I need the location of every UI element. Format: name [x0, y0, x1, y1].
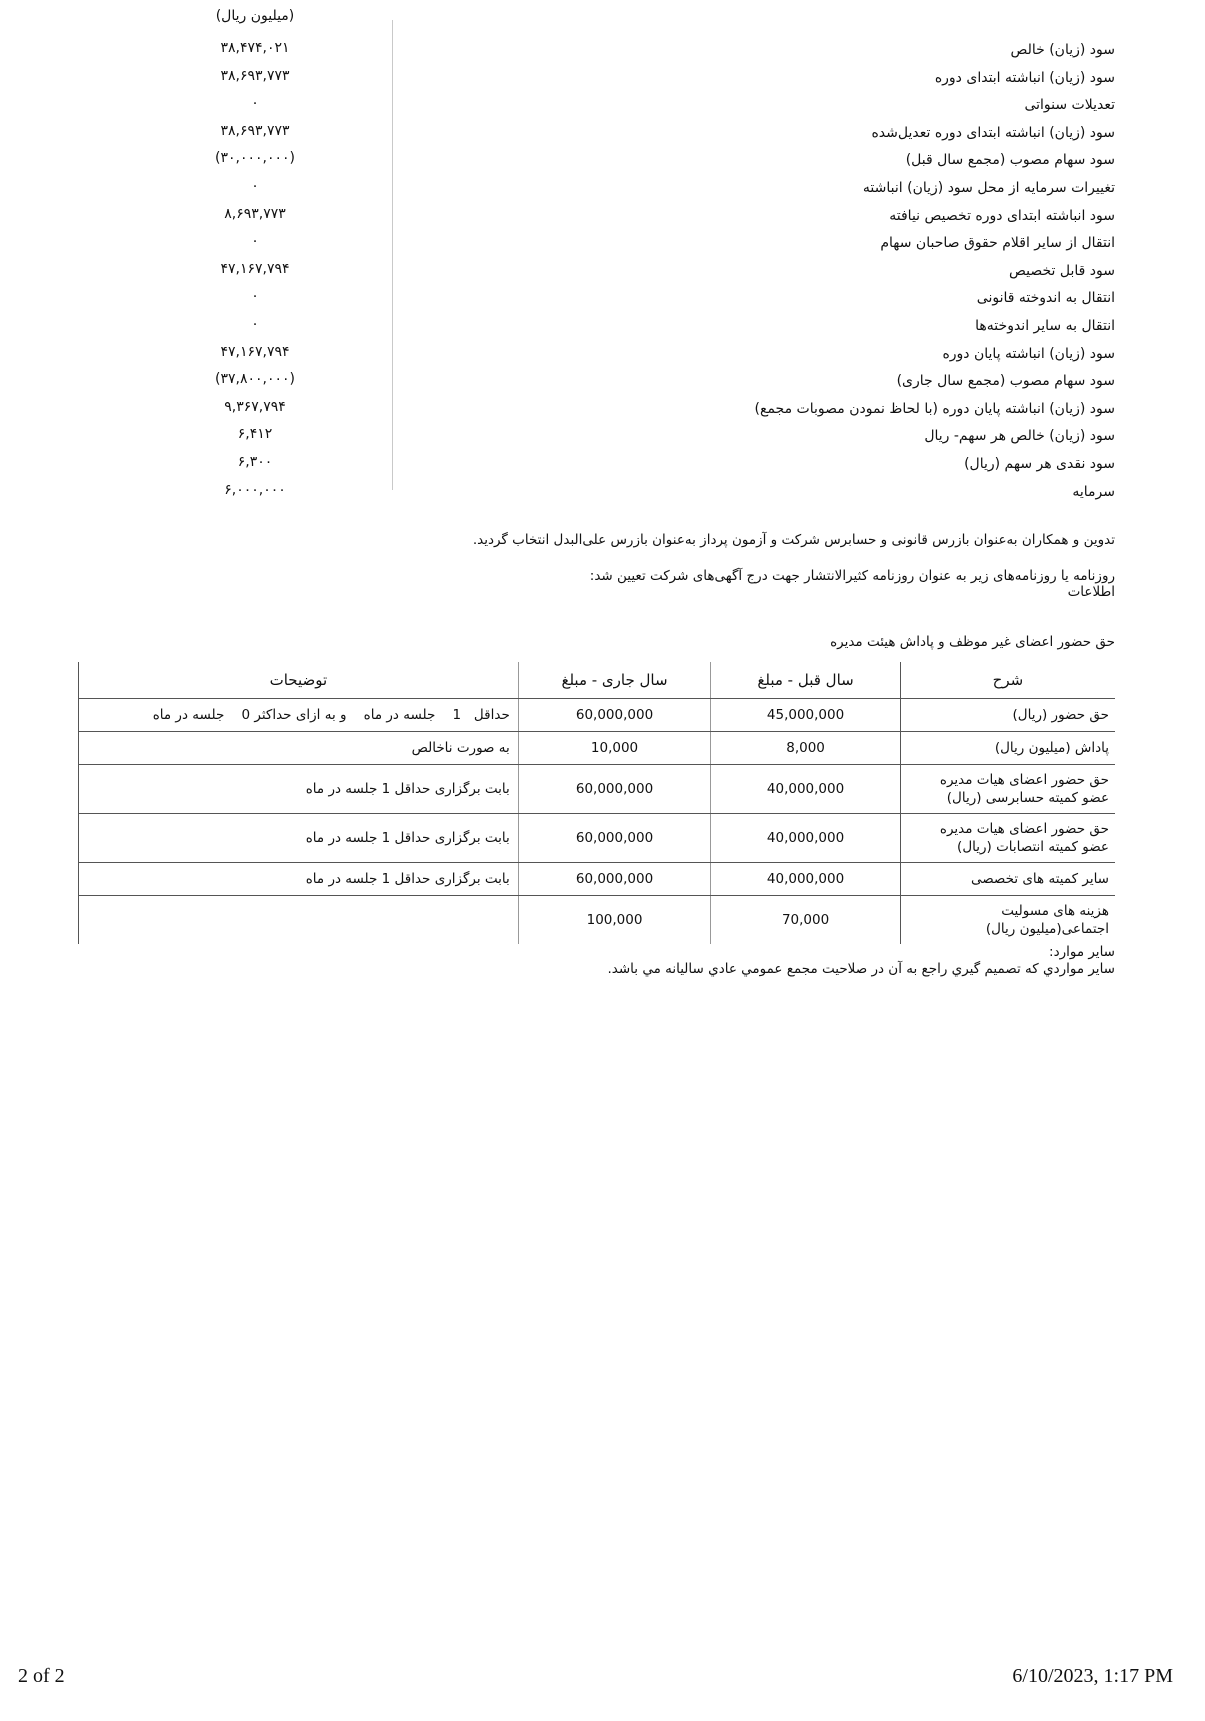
- financial-row-value: ۶,۴۱۲: [237, 426, 273, 443]
- row-curr: 10,000: [518, 732, 710, 765]
- newspaper-paragraph: روزنامه یا روزنامه‌های زیر به عنوان روزنامه کثیرالانتشار جهت درج آگهی‌های شرکت تعیین شد:: [589, 568, 1115, 584]
- financial-row-label: سود (زیان) انباشته پایان دوره: [942, 345, 1115, 362]
- financial-row-label: سود (زیان) انباشته پایان دوره (با لحاظ نمودن مصوبات مجمع): [754, 400, 1115, 417]
- financial-row-label: سرمایه: [1072, 483, 1115, 500]
- row-prev: 8,000: [711, 732, 901, 765]
- row-curr: 60,000,000: [518, 699, 710, 732]
- row-notes: به صورت ناخالص: [79, 732, 519, 765]
- financial-row-label: انتقال از سایر اقلام حقوق صاحبان سهام: [880, 235, 1115, 252]
- row-prev: 45,000,000: [711, 699, 901, 732]
- financial-row-label: انتقال به سایر اندوخته‌ها: [975, 318, 1115, 334]
- financial-row-value: ۴۷,۱۶۷,۷۹۴: [220, 260, 290, 277]
- header-desc: شرح: [900, 662, 1115, 699]
- financial-row-value: ۴۷,۱۶۷,۷۹۴: [220, 343, 290, 360]
- fees-table-header: [79, 662, 1116, 699]
- table-row: [79, 896, 1116, 945]
- financial-row-label: انتقال به اندوخته قانونی: [976, 290, 1115, 307]
- financial-row: [0, 204, 1115, 230]
- financial-row-label: سود (زیان) انباشته ابتدای دوره: [934, 69, 1115, 86]
- financial-row: [0, 93, 1115, 119]
- financial-row-label: سود قابل تخصیص: [1008, 262, 1115, 279]
- row-curr: 100,000: [518, 896, 710, 945]
- financial-row: [0, 259, 1115, 285]
- row-desc: پاداش (میلیون ریال): [900, 732, 1115, 765]
- row-desc: حق حضور اعضای هیات مدیره عضو کمیته انتصابات (ریال): [900, 814, 1115, 863]
- financial-row: [0, 452, 1115, 478]
- financial-row-label: سود (زیان) خالص هر سهم- ریال: [924, 428, 1115, 445]
- financial-row-value: (۳۰,۰۰۰,۰۰۰): [215, 150, 295, 167]
- row-curr: 60,000,000: [518, 765, 710, 814]
- financial-row: [0, 176, 1115, 202]
- financial-row: [0, 480, 1115, 506]
- financial-row-value: ۳۸,۶۹۳,۷۷۳: [220, 122, 290, 139]
- other-items-text: ساير مواردي که تصميم گيري راجع به آن در صلاحيت مجمع عمومي عادي ساليانه مي باشد.: [607, 961, 1115, 977]
- print-datetime: 6/10/2023, 1:17 PM: [1012, 1665, 1173, 1687]
- table-row: [79, 699, 1116, 732]
- row-prev: 40,000,000: [711, 765, 901, 814]
- financial-row-value: ۰: [251, 178, 259, 194]
- header-prev: سال قبل - مبلغ: [711, 662, 901, 699]
- row-desc: سایر کمیته های تخصصی: [900, 863, 1115, 896]
- financial-row: [0, 121, 1115, 147]
- financial-row: [0, 424, 1115, 450]
- financial-row-label: سود انباشته ابتدای دوره تخصیص نیافته: [889, 207, 1115, 224]
- financial-row: [0, 286, 1115, 312]
- newspaper-name: اطلاعات: [1067, 584, 1115, 600]
- fees-table: [78, 662, 1115, 944]
- row-desc: حق حضور اعضای هیات مدیره عضو کمیته حسابرسی (ریال): [900, 765, 1115, 814]
- financial-row-value: ۰: [251, 316, 259, 332]
- header-notes: توضیحات: [79, 662, 519, 699]
- financial-row-label: سود (زیان) انباشته ابتدای دوره تعدیل‌شده: [871, 124, 1115, 141]
- financial-row-value: ۰: [251, 288, 259, 305]
- financial-row-label: سود سهام مصوب (مجمع سال جاری): [896, 373, 1115, 390]
- financial-row-label: سود (زیان) خالص: [1010, 42, 1115, 58]
- auditor-paragraph: تدوین و همکاران به‌عنوان بازرس قانونی و حسابرس شرکت و آزمون پرداز به‌عنوان بازرس علی‌البدل انتخاب گردید.: [472, 532, 1115, 548]
- financial-row: [0, 369, 1115, 395]
- other-items-heading: سایر موارد:: [1049, 944, 1115, 960]
- financial-row-label: سود نقدی هر سهم (ریال): [964, 456, 1115, 472]
- row-notes: بابت برگزاری حداقل 1 جلسه در ماه: [79, 814, 519, 863]
- row-prev: 40,000,000: [711, 814, 901, 863]
- row-curr: 60,000,000: [518, 863, 710, 896]
- row-notes: [79, 896, 519, 945]
- row-notes: بابت برگزاری حداقل 1 جلسه در ماه: [79, 863, 519, 896]
- financial-row: [0, 148, 1115, 174]
- row-curr: 60,000,000: [518, 814, 710, 863]
- financial-row-value: ۰: [251, 95, 259, 112]
- row-prev: 70,000: [711, 896, 901, 945]
- financial-row-value: ۶,۰۰۰,۰۰۰: [224, 481, 286, 498]
- financial-row-label: تغییرات سرمایه از محل سود (زیان) انباشته: [862, 180, 1115, 196]
- row-notes: حداقل 1 جلسه در ماه و به ازای حداکثر 0 جلسه در ماه: [79, 699, 519, 732]
- financial-row-value: ۹,۳۶۷,۷۹۴: [224, 398, 286, 415]
- financial-row: [0, 342, 1115, 368]
- fees-table-title: حق حضور اعضای غیر موظف و پاداش هیئت مدیره: [830, 634, 1115, 650]
- table-row: [79, 732, 1116, 765]
- financial-row-label: سود سهام مصوب (مجمع سال قبل): [905, 152, 1115, 169]
- table-row: [79, 863, 1116, 896]
- financial-row-value: (۳۷,۸۰۰,۰۰۰): [215, 371, 295, 388]
- financial-row-value: ۳۸,۶۹۳,۷۷۳: [220, 67, 290, 84]
- header-curr: سال جاری - مبلغ: [518, 662, 710, 699]
- financial-row: [0, 397, 1115, 423]
- row-desc: هزینه های مسولیت اجتماعی(میلیون ریال): [900, 896, 1115, 945]
- financial-row-value: ۳۸,۴۷۴,۰۲۱: [220, 40, 290, 56]
- financial-row: [0, 314, 1115, 340]
- financial-row: [0, 231, 1115, 257]
- table-row: [79, 814, 1116, 863]
- unit-label: (میلیون ریال): [215, 8, 295, 24]
- financial-row-label: تعدیلات سنواتی: [1024, 97, 1115, 114]
- financial-row-value: ۰: [251, 233, 259, 250]
- row-notes: بابت برگزاری حداقل 1 جلسه در ماه: [79, 765, 519, 814]
- financial-row-value: ۸,۶۹۳,۷۷۳: [224, 205, 286, 222]
- other-items: [607, 944, 1115, 978]
- table-row: [79, 765, 1116, 814]
- financial-row: [0, 66, 1115, 92]
- financial-row-value: ۶,۳۰۰: [237, 454, 273, 470]
- row-desc: حق حضور (ریال): [900, 699, 1115, 732]
- row-prev: 40,000,000: [711, 863, 901, 896]
- financial-row: [0, 38, 1115, 64]
- page-number: 2 of 2: [18, 1665, 65, 1687]
